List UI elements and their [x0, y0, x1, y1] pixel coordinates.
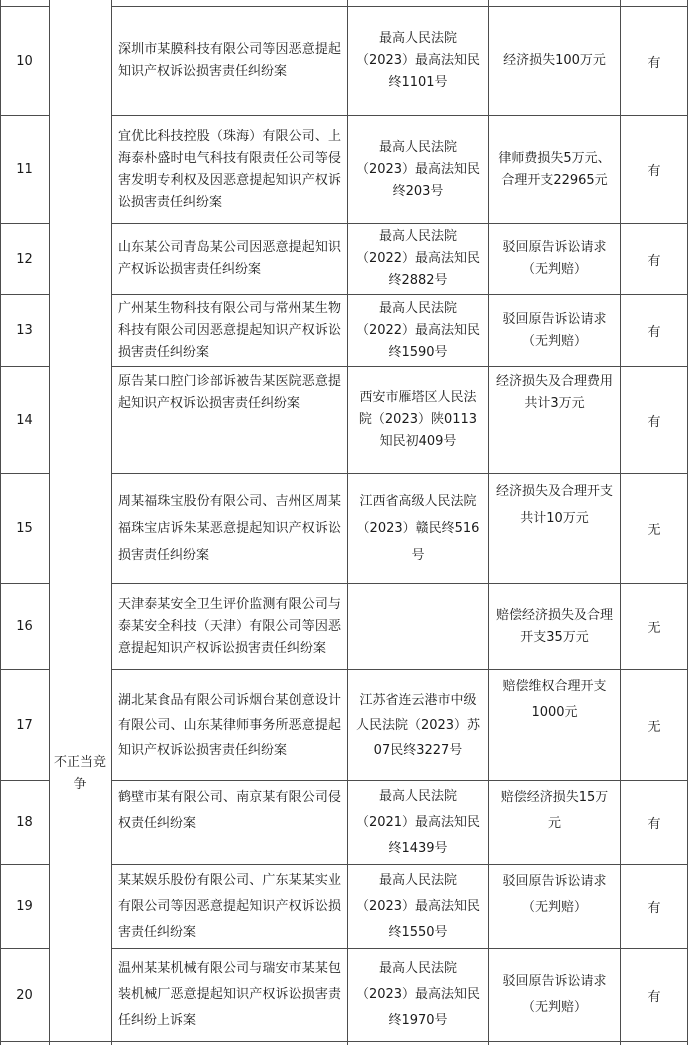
flag-cell: 有 [647, 817, 661, 832]
court-case-number: 最高人民法院（2023）最高法知民终203号 [355, 139, 481, 199]
flag-cell: 有 [647, 253, 661, 269]
court-case-number: 江西省高级人民法院（2023）赣民终516号 [356, 494, 480, 563]
flag-cell: 有 [647, 414, 661, 430]
row-number: 20 [16, 987, 33, 1003]
row-number: 17 [16, 717, 33, 733]
case-name: 广州某生物科技有限公司与常州某生物科技有限公司因恶意提起知识产权诉讼损害责任纠纷案 [118, 300, 341, 360]
case-name: 周某福珠宝股份有限公司、吉州区周某福珠宝店诉朱某恶意提起知识产权诉讼损害责任纠纷案 [118, 494, 341, 563]
row-number: 14 [16, 412, 33, 428]
flag-cell: 无 [647, 621, 661, 636]
flag-cell: 有 [647, 55, 661, 71]
court-case-number: 西安市雁塔区人民法院（2023）陕0113知民初409号 [358, 390, 478, 449]
case-name: 深圳市某膜科技有限公司等因恶意提起知识产权诉讼损害责任纠纷案 [118, 42, 341, 79]
court-case-number [348, 584, 488, 669]
award-amount: 驳回原告诉讼请求（无判赔） [502, 311, 607, 349]
category-label: 不正当竞争 [53, 755, 106, 792]
case-name: 湖北某食品有限公司诉烟台某创意设计有限公司、山东某律师事务所恶意提起知识产权诉讼损害责任纠纷案 [118, 692, 341, 758]
flag-cell: 无 [647, 719, 661, 735]
row-number: 13 [16, 323, 33, 338]
row-number: 16 [16, 619, 33, 634]
flag-cell: 有 [647, 325, 661, 340]
award-amount: 赔偿经济损失15万元 [500, 790, 609, 831]
table-border [49, 0, 50, 1045]
court-case-number: 最高人民法院（2023）最高法知民终1970号 [355, 961, 481, 1028]
award-amount: 驳回原告诉讼请求（无判赔） [502, 974, 607, 1015]
case-name: 山东某公司青岛某公司因恶意提起知识产权诉讼损害责任纠纷案 [118, 240, 341, 277]
flag-cell: 有 [647, 901, 661, 916]
award-amount: 驳回原告诉讼请求（无判赔） [502, 240, 607, 277]
court-case-number: 江苏省连云港市中级人民法院（2023）苏07民终3227号 [355, 692, 481, 758]
row-number: 15 [16, 521, 33, 536]
award-amount: 赔偿维权合理开支1000元 [502, 679, 607, 720]
case-name: 鹤壁市某有限公司、南京某有限公司侵权责任纠纷案 [118, 790, 341, 831]
court-case-number: 最高人民法院（2022）最高法知民终2882号 [355, 229, 481, 288]
case-name: 温州某某机械有限公司与瑞安市某某包装机械厂恶意提起知识产权诉讼损害责任纠纷上诉案 [118, 961, 341, 1028]
table-border [687, 0, 688, 1045]
case-name: 原告某口腔门诊部诉被告某医院恶意提起知识产权诉讼损害责任纠纷案 [118, 374, 341, 411]
court-case-number: 最高人民法院（2021）最高法知民终1439号 [355, 788, 481, 856]
row-number: 10 [16, 53, 33, 69]
award-amount: 经济损失及合理开支共计10万元 [495, 484, 613, 526]
flag-cell: 有 [647, 989, 661, 1005]
award-amount: 驳回原告诉讼请求（无判赔） [502, 874, 607, 915]
row-number: 12 [16, 251, 33, 267]
row-number: 19 [16, 899, 33, 914]
flag-cell: 有 [647, 164, 661, 179]
court-case-number: 最高人民法院（2023）最高法知民终1101号 [355, 31, 481, 90]
court-case-number: 最高人民法院（2023）最高法知民终1550号 [355, 872, 481, 940]
row-number: 18 [16, 815, 33, 830]
award-amount: 赔偿经济损失及合理开支35万元 [495, 607, 613, 645]
court-case-number: 最高人民法院（2022）最高法知民终1590号 [355, 300, 481, 360]
award-amount: 律师费损失5万元、合理开支22965元 [498, 150, 611, 188]
row-number: 11 [16, 162, 33, 177]
case-name: 天津泰某安全卫生评价监测有限公司与泰某安全科技（天津）有限公司等因恶意提起知识产权诉讼损害责任纠纷案 [118, 596, 341, 656]
case-name: 某某娱乐股份有限公司、广东某某实业有限公司等因恶意提起知识产权诉讼损害责任纠纷案 [118, 872, 341, 940]
case-name: 宜优比科技控股（珠海）有限公司、上海泰朴盛时电气科技有限责任公司等侵害发明专利权及因恶意提起知识产权诉讼损害责任纠纷案 [118, 128, 341, 210]
award-amount: 经济损失及合理费用共计3万元 [495, 374, 613, 411]
award-amount: 经济损失100万元 [503, 53, 606, 68]
flag-cell: 无 [647, 523, 661, 538]
